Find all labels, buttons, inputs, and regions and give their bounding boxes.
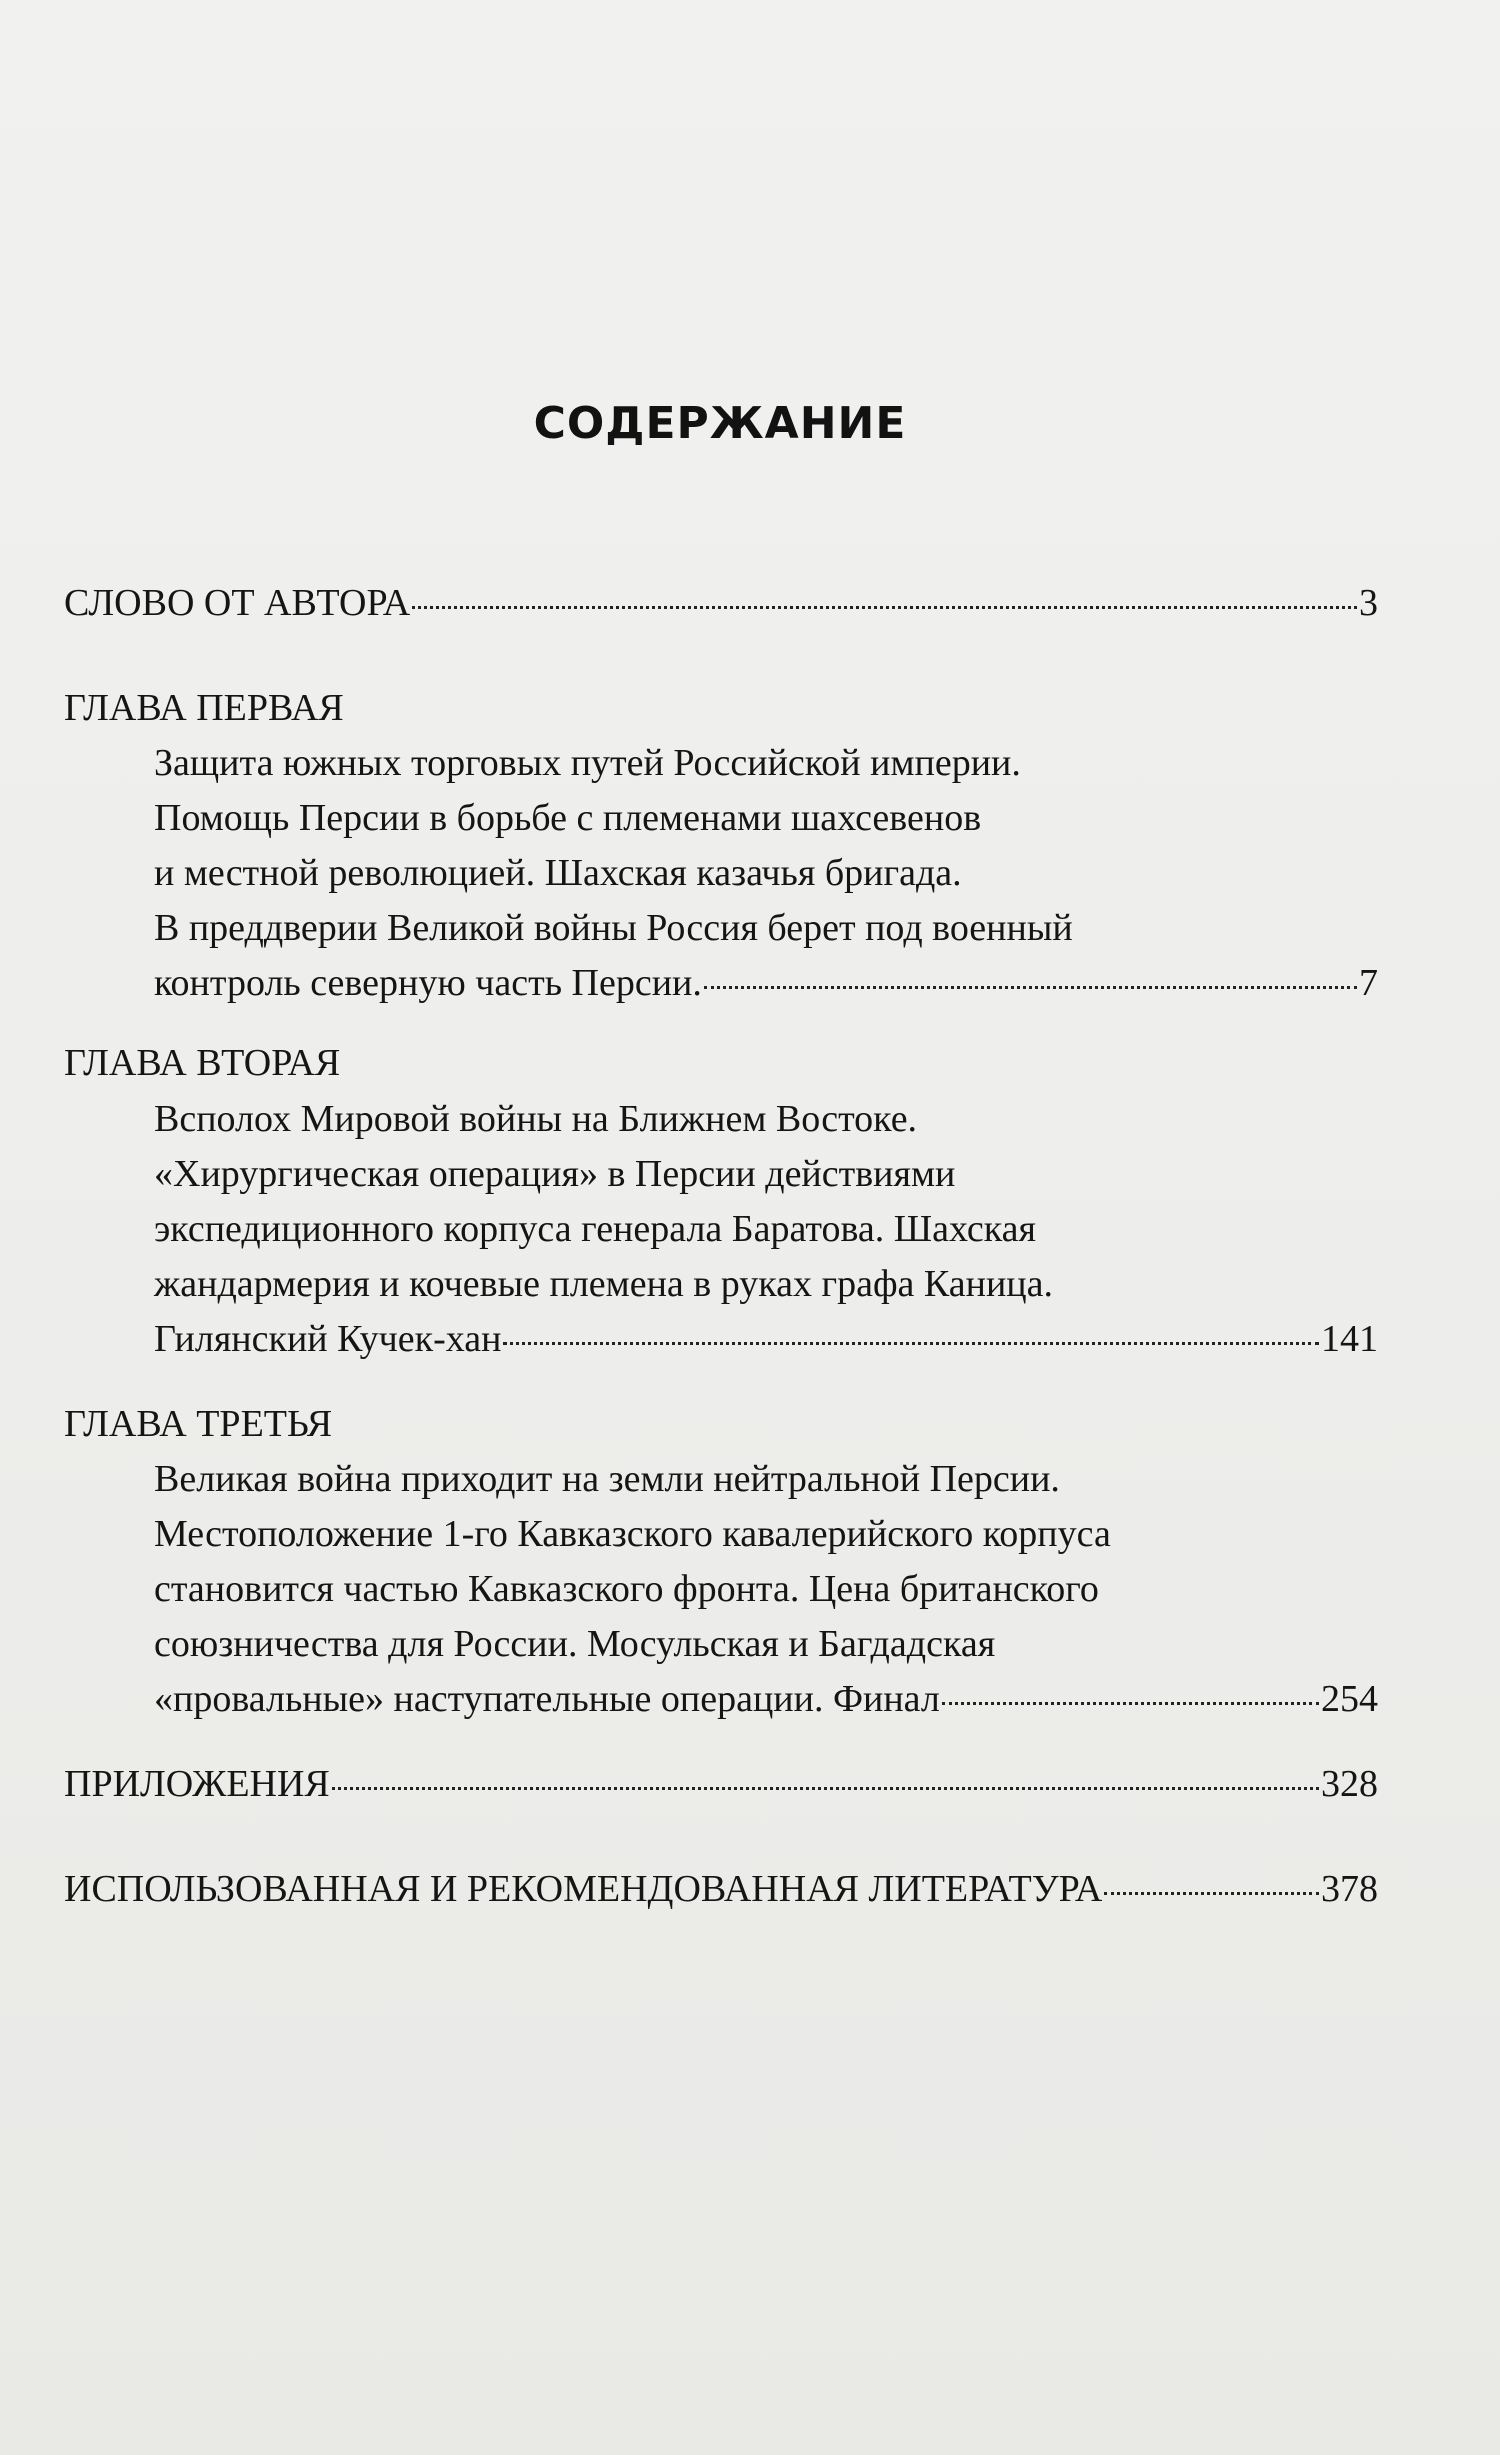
toc-entry-title: «провальные» наступательные операции. Финал bbox=[154, 1678, 940, 1720]
toc-entry-chapter-2[interactable] bbox=[154, 1313, 1378, 1365]
toc-entry-chapter-1[interactable] bbox=[154, 957, 1378, 1009]
chapter-2-line: «Хирургическая операция» в Персии действиями bbox=[154, 1153, 956, 1195]
chapter-heading-2: ГЛАВА ВТОРАЯ bbox=[64, 1042, 341, 1084]
toc-entry-chapter-3[interactable] bbox=[154, 1673, 1378, 1725]
chapter-1-line: Помощь Персии в борьбе с племенами шахсевенов bbox=[154, 797, 982, 839]
chapter-2-line: экспедиционного корпуса генерала Баратова. Шахская bbox=[154, 1208, 1036, 1250]
dot-leader bbox=[412, 606, 1357, 609]
page-number: 378 bbox=[1321, 1868, 1378, 1910]
chapter-1-line: и местной революцией. Шахская казачья бригада. bbox=[154, 852, 962, 894]
chapter-3-line: становится частью Кавказского фронта. Цена британского bbox=[154, 1568, 1099, 1610]
chapter-1-line: Защита южных торговых путей Российской империи. bbox=[154, 742, 1021, 784]
dot-leader bbox=[503, 1342, 1319, 1345]
toc-entry-author-word[interactable] bbox=[64, 577, 1378, 629]
page-number: 7 bbox=[1359, 962, 1378, 1004]
toc-entry-title: ИСПОЛЬЗОВАННАЯ И РЕКОМЕНДОВАННАЯ ЛИТЕРАТУРА bbox=[64, 1868, 1103, 1910]
dot-leader bbox=[942, 1702, 1319, 1705]
dot-leader bbox=[704, 986, 1357, 989]
chapter-3-line: союзничества для России. Мосульская и Багдадская bbox=[154, 1623, 996, 1665]
page-number: 141 bbox=[1321, 1318, 1378, 1360]
toc-entry-appendix[interactable] bbox=[64, 1758, 1378, 1810]
toc-entry-title: Гилянский Кучек-хан bbox=[154, 1318, 502, 1360]
dot-leader bbox=[1104, 1892, 1319, 1895]
chapter-heading-1: ГЛАВА ПЕРВАЯ bbox=[64, 687, 344, 729]
chapter-2-line: Всполох Мировой войны на Ближнем Востоке. bbox=[154, 1098, 918, 1140]
toc-entry-title: ПРИЛОЖЕНИЯ bbox=[64, 1763, 330, 1805]
page-number: 328 bbox=[1321, 1763, 1378, 1805]
page-number: 3 bbox=[1359, 582, 1378, 624]
page-title: СОДЕРЖАНИЕ bbox=[533, 398, 907, 449]
toc-entry-literature[interactable] bbox=[64, 1863, 1378, 1915]
chapter-2-line: жандармерия и кочевые племена в руках графа Каница. bbox=[154, 1263, 1054, 1305]
toc-entry-title: контроль северную часть Персии. bbox=[154, 962, 702, 1004]
page-number: 254 bbox=[1321, 1678, 1378, 1720]
chapter-heading-3: ГЛАВА ТРЕТЬЯ bbox=[64, 1403, 333, 1445]
dot-leader bbox=[332, 1787, 1319, 1790]
chapter-3-line: Великая война приходит на земли нейтральной Персии. bbox=[154, 1458, 1060, 1500]
chapter-1-line: В преддверии Великой войны Россия берет под военный bbox=[154, 907, 1073, 949]
toc-entry-title: СЛОВО ОТ АВТОРА bbox=[64, 582, 411, 624]
chapter-3-line: Местоположение 1-го Кавказского кавалерийского корпуса bbox=[154, 1513, 1111, 1555]
